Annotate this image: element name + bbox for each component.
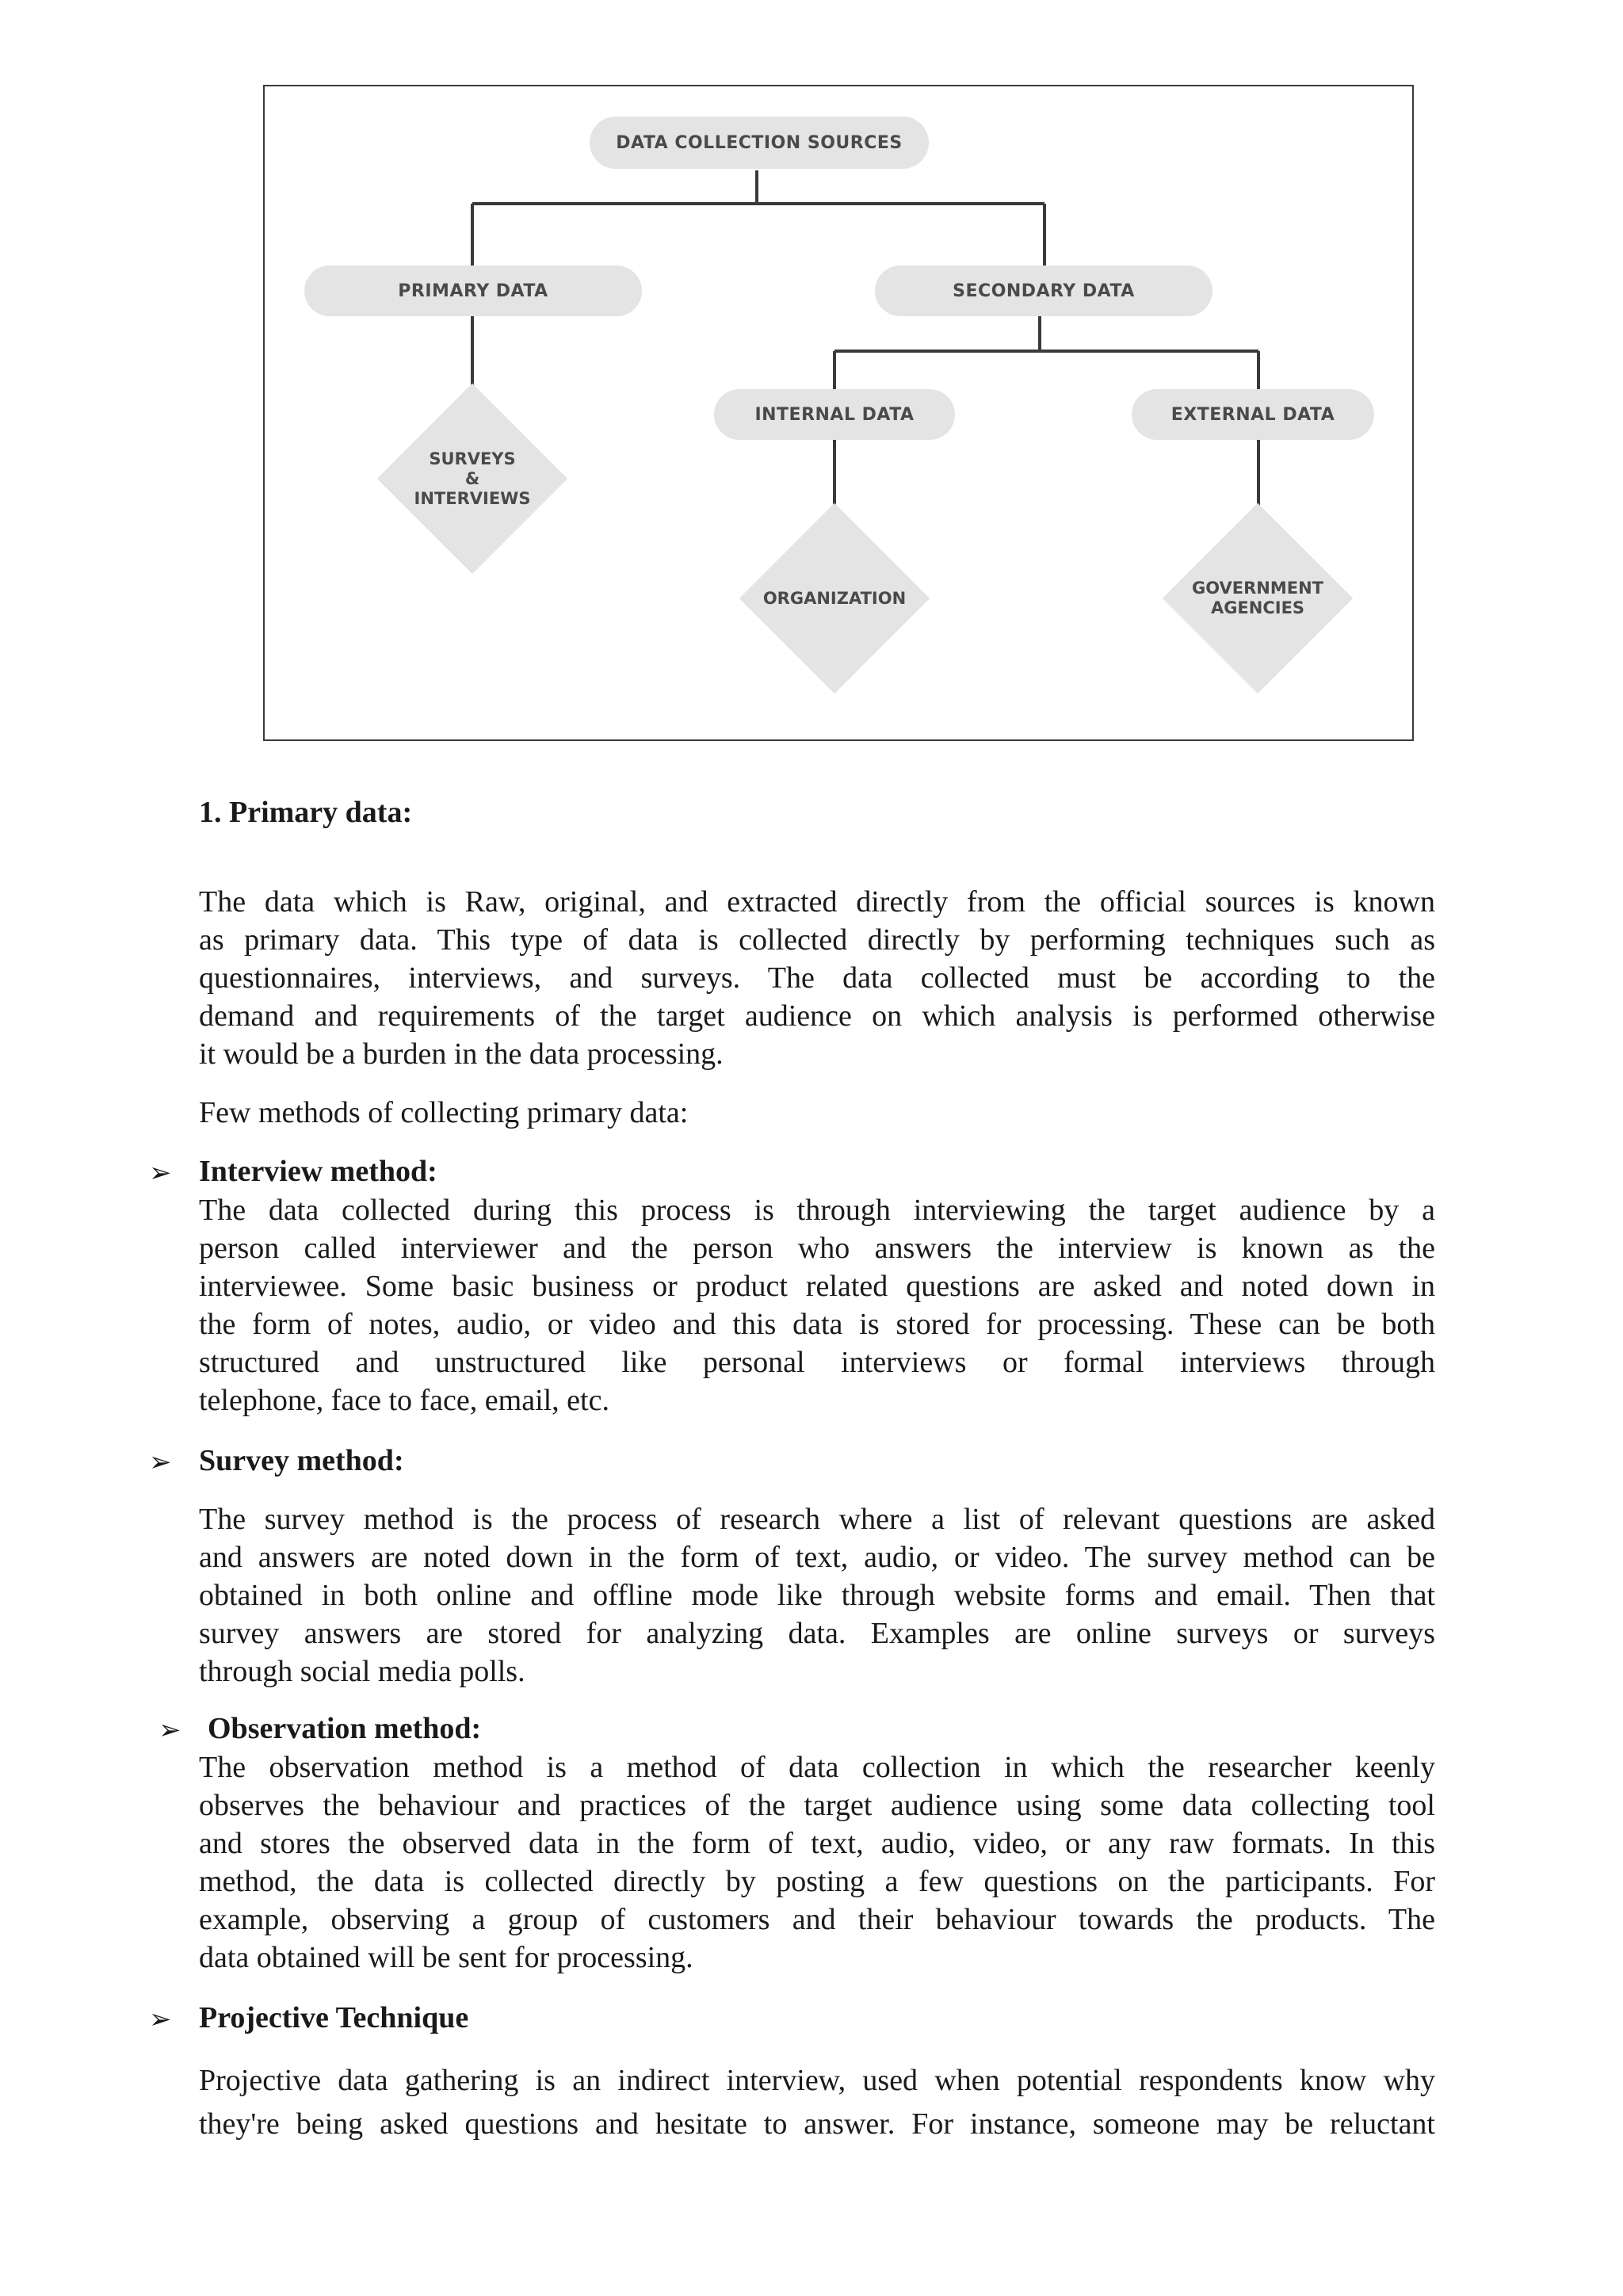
text-line: example, observing a group of customers and their behaviour towards the products. The — [199, 1903, 1435, 1936]
text-line: as primary data. This type of data is collected directly by performing techniques such as — [199, 923, 1435, 957]
text-line: telephone, face to face, email, etc. — [199, 1384, 609, 1417]
text-line: The data which is Raw, original, and extracted directly from the official sources is known — [199, 885, 1435, 919]
intro-paragraph — [199, 883, 1435, 1073]
node-primary-data: PRIMARY DATA — [304, 266, 642, 316]
text-line: through social media polls. — [199, 1655, 525, 1688]
text-line: and answers are noted down in the form of text, audio, or video. The survey method can be — [199, 1541, 1435, 1574]
text-line: questionnaires, interviews, and surveys. The data collected must be according to the — [199, 961, 1435, 995]
text-line: The observation method is a method of data collection in which the researcher keenly — [199, 1751, 1435, 1784]
government-agencies-label: GOVERNMENT AGENCIES — [1191, 579, 1323, 617]
surveys-interviews-label: SURVEYS & INTERVIEWS — [414, 449, 531, 508]
text-line: structured and unstructured like personal interviews or formal interviews through — [199, 1346, 1435, 1379]
node-government-agencies — [1163, 503, 1353, 693]
text-line: observes the behaviour and practices of the target audience using some data collecting tool — [199, 1789, 1435, 1822]
data-collection-diagram — [263, 85, 1414, 741]
interview-paragraph — [199, 1191, 1435, 1419]
node-secondary-data: SECONDARY DATA — [875, 266, 1212, 316]
bullet-arrow-icon: ➢ — [149, 1448, 172, 1477]
text-line: and stores the observed data in the form of text, audio, video, or any raw formats. In this — [199, 1827, 1435, 1860]
text-line: Projective data gathering is an indirect interview, used when potential respondents know why — [199, 2064, 1435, 2097]
bullet-arrow-icon: ➢ — [149, 2005, 172, 2034]
text-line: The survey method is the process of research where a list of relevant questions are asked — [199, 1503, 1435, 1536]
text-line: person called interviewer and the person who answers the interview is known as the — [199, 1232, 1435, 1265]
projective-paragraph — [199, 2059, 1435, 2146]
text-line: the form of notes, audio, or video and this data is stored for processing. These can be both — [199, 1308, 1435, 1341]
node-external-data: EXTERNAL DATA — [1132, 389, 1374, 440]
text-line: survey answers are stored for analyzing data. Examples are online surveys or surveys — [199, 1617, 1435, 1650]
node-data-collection-sources: DATA COLLECTION SOURCES — [590, 117, 929, 169]
survey-method-title: Survey method: — [199, 1444, 404, 1477]
observation-paragraph — [199, 1748, 1435, 1977]
bullet-arrow-icon: ➢ — [158, 1716, 181, 1745]
organization-label: ORGANIZATION — [762, 588, 907, 608]
text-line: data obtained will be sent for processing. — [199, 1941, 693, 1974]
interview-method-title: Interview method: — [199, 1155, 437, 1188]
text-line: interviewee. Some basic business or product related questions are asked and noted down in — [199, 1270, 1435, 1303]
text-line: The data collected during this process is through interviewing the target audience by a — [199, 1194, 1435, 1227]
node-internal-data: INTERNAL DATA — [714, 389, 955, 440]
section-title: 1. Primary data: — [199, 796, 413, 829]
observation-method-title: Observation method: — [208, 1712, 482, 1745]
text-line: it would be a burden in the data processing. — [199, 1037, 724, 1071]
text-line: demand and requirements of the target audience on which analysis is performed otherwise — [199, 999, 1435, 1033]
text-line: they're being asked questions and hesitate to answer. For instance, someone may be reluctant — [199, 2107, 1435, 2141]
survey-paragraph — [199, 1500, 1435, 1690]
bullet-arrow-icon: ➢ — [149, 1159, 172, 1188]
projective-technique-title: Projective Technique — [199, 2001, 469, 2034]
node-surveys-interviews — [377, 384, 567, 574]
text-line: obtained in both online and offline mode like through website forms and email. Then that — [199, 1579, 1435, 1612]
node-organization — [739, 503, 930, 693]
few-methods-text: Few methods of collecting primary data: — [199, 1096, 689, 1129]
text-line: method, the data is collected directly by posting a few questions on the participants. For — [199, 1865, 1435, 1898]
